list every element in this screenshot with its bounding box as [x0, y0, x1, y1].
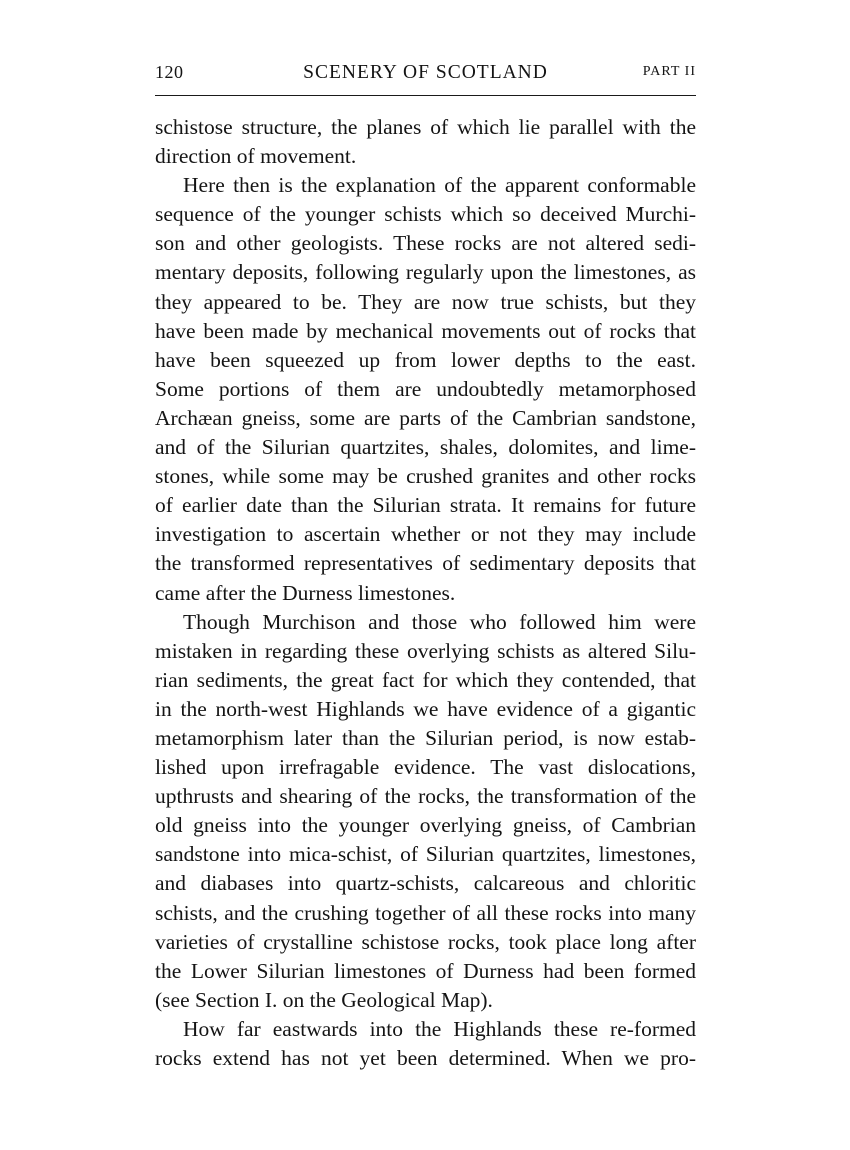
text-line: Some portions of them are undoubtedly metamorphosed [155, 376, 696, 401]
text-line: (see Section I. on the Geological Map). [155, 987, 493, 1012]
running-head [155, 62, 696, 90]
body-text [155, 113, 696, 1073]
text-line: sequence of the younger schists which so deceived Murchi- [155, 202, 696, 227]
text-line: of earlier date than the Silurian strata. It remains for future [155, 493, 696, 518]
text-line: old gneiss into the younger overlying gneiss, of Cambrian [155, 813, 696, 838]
text-line: schists, and the crushing together of all these rocks into many [155, 900, 696, 925]
text-line: Though Murchison and those who followed him were [183, 609, 696, 634]
text-line: rocks extend has not yet been determined. When we pro- [155, 1046, 696, 1070]
text-line: Archæan gneiss, some are parts of the Cambrian sandstone, [155, 405, 696, 430]
text-line: have been made by mechanical movements out of rocks that [155, 318, 696, 343]
text-line: stones, while some may be crushed granites and other rocks [155, 464, 696, 489]
text-line: direction of movement. [155, 144, 357, 169]
text-line: and diabases into quartz-schists, calcareous and chloritic [155, 871, 696, 896]
text-line: rian sediments, the great fact for which they contended, that [155, 667, 696, 692]
text-line: schistose structure, the planes of which lie parallel with the [155, 115, 696, 139]
text-line: and of the Silurian quartzites, shales, dolomites, and lime- [155, 435, 696, 460]
text-line: lished upon irrefragable evidence. The vast dislocations, [155, 755, 696, 780]
text-line: in the north-west Highlands we have evidence of a gigantic [155, 696, 696, 721]
page-number: 120 [155, 62, 184, 82]
text-line: sandstone into mica-schist, of Silurian quartzites, limestones, [155, 842, 696, 867]
text-line: have been squeezed up from lower depths to the east. [155, 347, 696, 372]
text-line: Here then is the explanation of the apparent conformable [183, 173, 696, 198]
paragraph-3 [155, 608, 696, 1015]
text-line: son and other geologists. These rocks are not altered sedi- [155, 231, 696, 256]
text-line: the transformed representatives of sedimentary deposits that [155, 551, 696, 576]
header-rule [155, 95, 696, 96]
text-line: they appeared to be. They are now true schists, but they [155, 289, 696, 314]
paragraph-2 [155, 171, 696, 607]
text-line: the Lower Silurian limestones of Durness had been formed [155, 958, 696, 983]
paragraph-4 [155, 1015, 696, 1073]
text-line: mistaken in regarding these overlying schists as altered Silu- [155, 638, 696, 663]
text-line: How far eastwards into the Highlands these re-formed [183, 1016, 696, 1041]
text-line: metamorphism later than the Silurian period, is now estab- [155, 725, 696, 750]
text-line: varieties of crystalline schistose rocks, took place long after [155, 929, 696, 954]
text-line: came after the Durness limestones. [155, 580, 456, 605]
text-line: mentary deposits, following regularly upon the limestones, as [155, 260, 696, 285]
text-line: upthrusts and shearing of the rocks, the transformation of the [155, 784, 696, 809]
running-title: SCENERY OF SCOTLAND [303, 62, 548, 83]
text-line: investigation to ascertain whether or not they may include [155, 522, 696, 547]
paragraph-1 [155, 113, 696, 171]
part-label: PART II [642, 64, 696, 79]
